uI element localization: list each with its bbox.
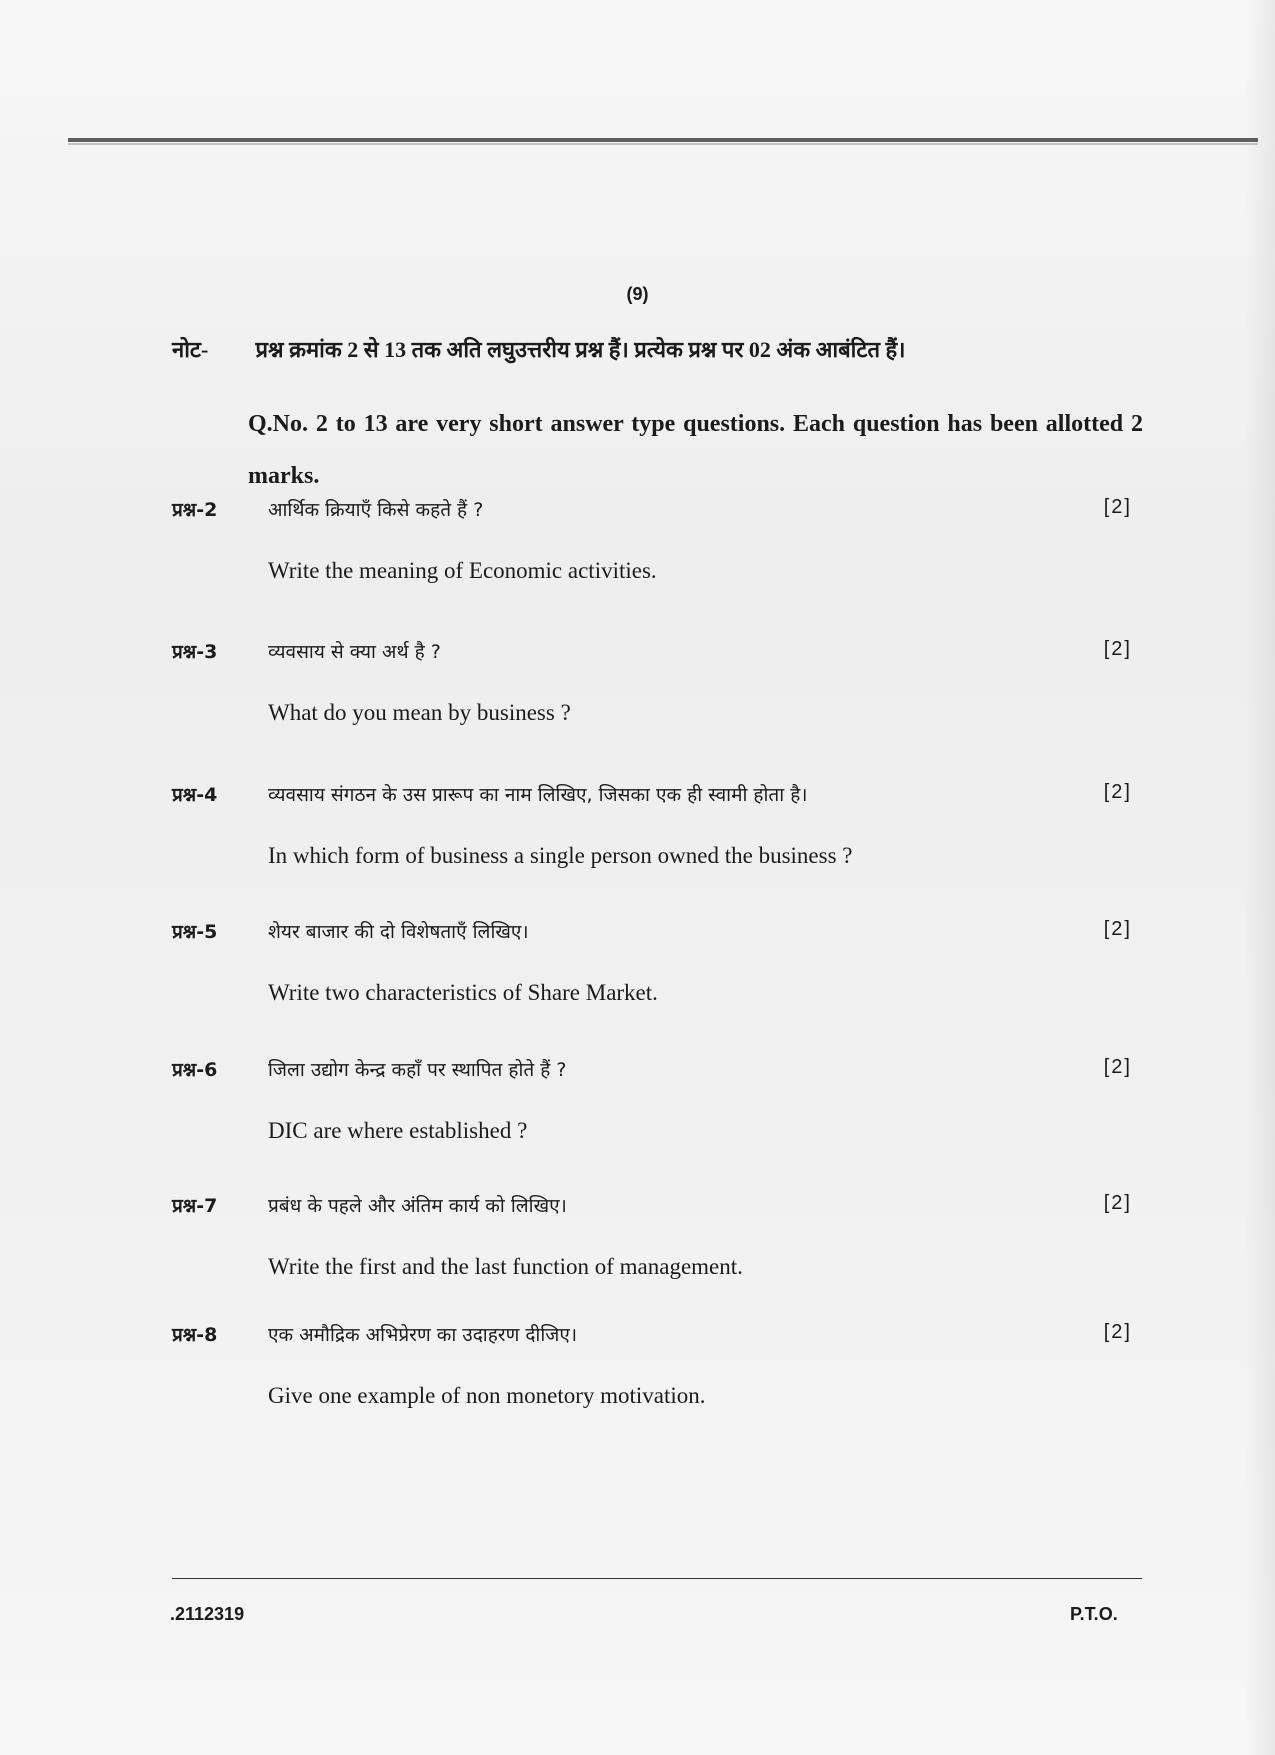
question-label: प्रश्न-2 <box>172 499 218 521</box>
note-label: नोट- <box>172 337 209 362</box>
question-english: Write two characteristics of Share Market. <box>268 980 658 1005</box>
question-hindi: एक अमौद्रिक अभिप्रेरण का उदाहरण दीजिए। <box>268 1324 578 1346</box>
question-label: प्रश्न-3 <box>172 641 218 663</box>
top-paper-edge-shadow <box>68 143 1258 145</box>
question-english: In which form of business a single person owned the business ? <box>268 843 853 868</box>
question-hindi: जिला उद्योग केन्द्र कहाँ पर स्थापित होते हैं ? <box>268 1059 567 1081</box>
top-paper-edge <box>68 138 1258 142</box>
question-hindi: प्रबंध के पहले और अंतिम कार्य को लिखिए। <box>268 1195 567 1217</box>
question-hindi: व्यवसाय से क्या अर्थ है ? <box>268 641 441 663</box>
question-label: प्रश्न-8 <box>172 1324 218 1346</box>
question-label: प्रश्न-5 <box>172 921 218 943</box>
question-label: प्रश्न-4 <box>172 784 218 806</box>
question-hindi: आर्थिक क्रियाएँ किसे कहते हैं ? <box>268 499 484 521</box>
question-marks: [2] <box>1103 496 1132 518</box>
question-english: Write the meaning of Economic activities. <box>268 558 657 583</box>
page-edge-shadow <box>1245 0 1275 1755</box>
page-number: (9) <box>626 284 649 304</box>
question-marks: [2] <box>1103 918 1132 940</box>
question-hindi: व्यवसाय संगठन के उस प्रारूप का नाम लिखिए, जिसका एक ही स्वामी होता है। <box>268 784 808 806</box>
footer-divider <box>172 1578 1142 1579</box>
question-label: प्रश्न-6 <box>172 1059 218 1081</box>
question-marks: [2] <box>1103 1192 1132 1214</box>
please-turn-over: P.T.O. <box>1070 1604 1118 1624</box>
question-english: DIC are where established ? <box>268 1118 528 1143</box>
question-marks: [2] <box>1103 781 1132 803</box>
question-marks: [2] <box>1103 638 1132 660</box>
note-hindi-row <box>172 334 1132 364</box>
question-english: Give one example of non monetory motivation. <box>268 1383 706 1408</box>
question-english: Write the first and the last function of management. <box>268 1254 743 1279</box>
note-hindi: प्रश्न क्रमांक 2 से 13 तक अति लघुउत्तरीय प्रश्न हैं। प्रत्येक प्रश्न पर 02 अंक आबंटित हैं। <box>255 337 906 362</box>
question-label: प्रश्न-7 <box>172 1195 218 1217</box>
paper-code: .2112319 <box>170 1604 245 1624</box>
question-marks: [2] <box>1103 1056 1132 1078</box>
question-marks: [2] <box>1103 1321 1132 1343</box>
question-english: What do you mean by business ? <box>268 700 571 725</box>
note-english: Q.No. 2 to 13 are very short answer type questions. Each question has been allotted 2 marks. <box>248 411 1143 489</box>
question-hindi: शेयर बाजार की दो विशेषताएँ लिखिए। <box>268 921 529 943</box>
